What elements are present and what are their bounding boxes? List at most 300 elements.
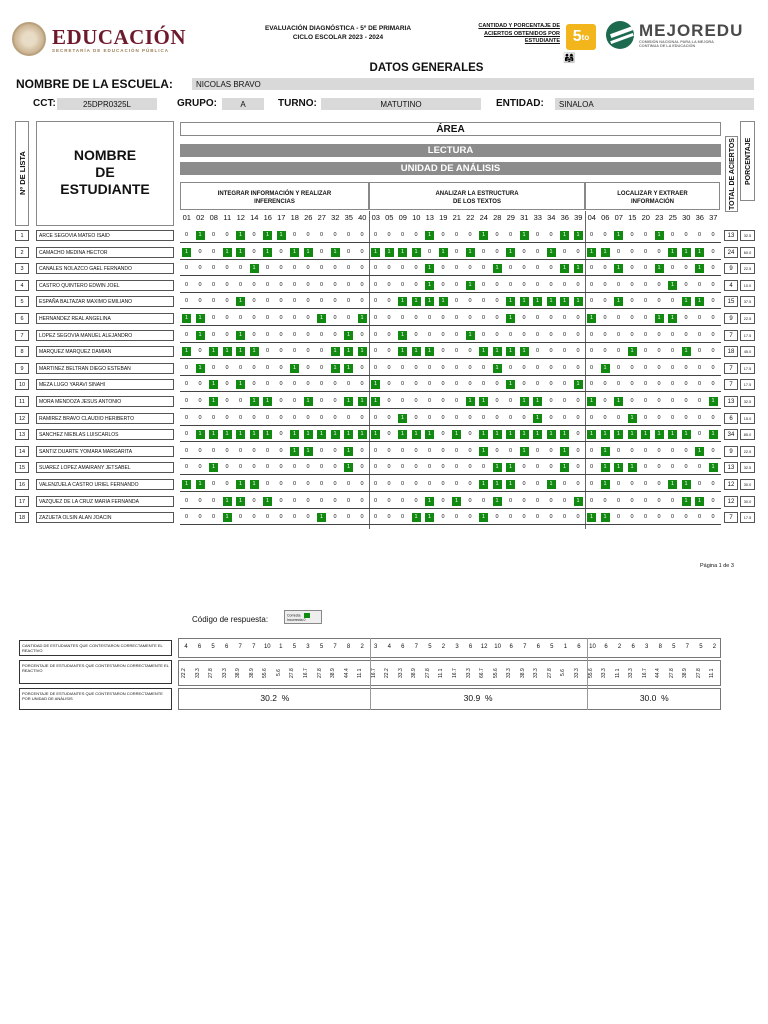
answer-cell: 0 bbox=[643, 414, 648, 421]
item-number: 04 bbox=[587, 213, 596, 222]
grade-number: 5 bbox=[572, 28, 582, 45]
correct-count: 7 bbox=[685, 644, 690, 650]
codigo-label: Código de respuesta: bbox=[192, 615, 269, 624]
answer-cell: 0 bbox=[454, 414, 459, 421]
answer-cell: 0 bbox=[292, 481, 297, 487]
answer-cell: 0 bbox=[481, 464, 486, 471]
answer-cell: 0 bbox=[603, 281, 607, 288]
educacion-logo bbox=[12, 22, 212, 56]
answer-cell: 0 bbox=[360, 298, 364, 305]
answer-cell: 0 bbox=[184, 298, 189, 305]
answer-cell: 1 bbox=[668, 480, 677, 489]
total-aciertos: 7 bbox=[724, 512, 738, 523]
answer-cell: 0 bbox=[468, 381, 472, 388]
answer-cell: 1 bbox=[304, 430, 313, 439]
answer-cell: 1 bbox=[223, 513, 232, 522]
answer-cell: 0 bbox=[562, 248, 567, 255]
answer-cell: 0 bbox=[603, 331, 607, 338]
answer-cell: 1 bbox=[628, 414, 637, 423]
answer-cell: 1 bbox=[209, 397, 218, 406]
answer-cell: 0 bbox=[360, 447, 364, 454]
total-aciertos: 9 bbox=[724, 446, 738, 457]
answer-cell: 1 bbox=[493, 430, 502, 439]
correct-count: 2 bbox=[441, 644, 446, 650]
correct-percent: 27.8 bbox=[668, 668, 675, 678]
answer-cell: 0 bbox=[279, 481, 283, 487]
answer-cell: 0 bbox=[211, 497, 216, 504]
answer-cell: 0 bbox=[225, 464, 229, 471]
answer-cell: 0 bbox=[495, 281, 499, 288]
answer-cell: 1 bbox=[628, 463, 637, 472]
answer-cell: 0 bbox=[265, 414, 270, 421]
total-aciertos: 7 bbox=[724, 379, 738, 390]
item-number: 37 bbox=[709, 213, 718, 222]
answer-cell: 0 bbox=[576, 348, 580, 355]
answer-cell: 1 bbox=[560, 447, 569, 456]
answer-cell: 0 bbox=[427, 464, 432, 471]
correct-count: 5 bbox=[550, 644, 554, 650]
answer-cell: 1 bbox=[425, 297, 434, 306]
answer-cell: 0 bbox=[711, 281, 715, 288]
answer-cell: 0 bbox=[508, 514, 513, 521]
answer-cell: 0 bbox=[252, 281, 256, 288]
answer-cell: 0 bbox=[184, 414, 189, 421]
answer-cell: 0 bbox=[711, 414, 715, 421]
student-percentage: 30.0 bbox=[740, 479, 755, 490]
row-divider bbox=[180, 375, 721, 376]
answer-cell: 1 bbox=[425, 264, 434, 273]
answer-cell: 0 bbox=[238, 447, 243, 454]
answer-cell: 0 bbox=[306, 348, 310, 355]
answer-cell: 0 bbox=[400, 364, 405, 371]
list-number: 3 bbox=[15, 263, 29, 274]
answer-cell: 1 bbox=[547, 248, 556, 257]
answer-cell: 0 bbox=[414, 281, 418, 288]
answer-cell: 1 bbox=[304, 447, 313, 456]
answer-cell: 0 bbox=[400, 315, 405, 321]
answer-cell: 0 bbox=[670, 464, 675, 471]
answer-cell: 0 bbox=[373, 414, 378, 421]
answer-cell: 0 bbox=[346, 248, 351, 255]
row-divider bbox=[180, 292, 721, 293]
answer-cell: 0 bbox=[414, 265, 418, 272]
answer-cell: 0 bbox=[414, 447, 418, 454]
answer-cell: 1 bbox=[290, 447, 299, 456]
answer-cell: 0 bbox=[427, 331, 432, 338]
answer-cell: 0 bbox=[630, 315, 634, 321]
answer-cell: 0 bbox=[508, 331, 513, 338]
answer-cell: 0 bbox=[198, 281, 202, 288]
answer-cell: 0 bbox=[306, 464, 310, 471]
answer-cell: 1 bbox=[196, 331, 205, 340]
answer-cell: 1 bbox=[574, 380, 583, 389]
answer-cell: 0 bbox=[225, 364, 229, 371]
answer-cell: 0 bbox=[630, 364, 634, 371]
answer-cell: 0 bbox=[346, 232, 351, 238]
mej-name: MEJOREDU bbox=[639, 20, 744, 40]
student-name: ZAZUETA OLSIN ALAN JOACIN bbox=[36, 512, 174, 523]
answer-cell: 0 bbox=[697, 281, 702, 288]
cantidad-link[interactable] bbox=[462, 23, 560, 46]
answer-cell: 1 bbox=[682, 297, 691, 306]
answer-cell: 0 bbox=[198, 298, 202, 305]
answer-cell: 0 bbox=[657, 381, 661, 388]
answer-cell: 0 bbox=[360, 497, 364, 504]
answer-cell: 1 bbox=[466, 331, 475, 340]
answer-cell: 1 bbox=[601, 430, 610, 439]
answer-cell: 0 bbox=[711, 315, 715, 321]
answer-cell: 0 bbox=[616, 497, 621, 504]
answer-cell: 0 bbox=[468, 315, 472, 321]
item-number: 26 bbox=[304, 213, 313, 222]
answer-cell: 0 bbox=[616, 281, 621, 288]
answer-cell: 0 bbox=[387, 364, 391, 371]
answer-cell: 1 bbox=[587, 314, 596, 323]
answer-cell: 0 bbox=[373, 281, 378, 288]
answer-cell: 1 bbox=[574, 497, 583, 506]
answer-cell: 1 bbox=[263, 397, 272, 406]
answer-cell: 0 bbox=[184, 364, 189, 371]
answer-cell: 0 bbox=[697, 464, 702, 471]
answer-cell: 1 bbox=[182, 314, 191, 323]
answer-cell: 0 bbox=[562, 281, 567, 288]
item-number: 03 bbox=[371, 213, 380, 222]
answer-cell: 0 bbox=[265, 298, 270, 305]
answer-cell: 0 bbox=[643, 381, 648, 388]
unit-percentage: 30.2 % bbox=[260, 693, 290, 703]
correct-percent: 33.3 bbox=[628, 668, 635, 678]
answer-cell: 0 bbox=[333, 331, 337, 338]
list-number: 1 bbox=[15, 230, 29, 241]
answer-cell: 1 bbox=[574, 297, 583, 306]
item-number: 06 bbox=[601, 213, 610, 222]
answer-cell: 1 bbox=[398, 347, 407, 356]
answer-cell: 0 bbox=[522, 248, 526, 255]
answer-cell: 0 bbox=[616, 481, 621, 487]
item-number: 08 bbox=[209, 213, 218, 222]
answer-cell: 0 bbox=[711, 331, 715, 338]
answer-cell: 0 bbox=[360, 381, 364, 388]
answer-cell: 1 bbox=[398, 248, 407, 257]
answer-cell: 0 bbox=[589, 348, 594, 355]
student-name: LOPEZ SEGOVIA MANUEL ALEJANDRO bbox=[36, 330, 174, 341]
answer-cell: 1 bbox=[236, 480, 245, 489]
answer-cell: 0 bbox=[643, 497, 648, 504]
answer-cell: 1 bbox=[520, 231, 529, 240]
total-aciertos: 4 bbox=[724, 280, 738, 291]
answer-cell: 0 bbox=[616, 248, 621, 255]
correct-count: 6 bbox=[224, 644, 229, 650]
total-aciertos: 9 bbox=[724, 263, 738, 274]
answer-cell: 0 bbox=[549, 514, 553, 521]
legend-incorrecta-value: 0 bbox=[303, 618, 306, 623]
answer-cell: 0 bbox=[549, 331, 553, 338]
answer-cell: 0 bbox=[333, 414, 337, 421]
answer-cell: 0 bbox=[711, 265, 715, 272]
nombre-escuela-label: NOMBRE DE LA ESCUELA: bbox=[16, 77, 173, 91]
answer-cell: 0 bbox=[346, 514, 351, 521]
correct-percent: 38.9 bbox=[682, 668, 689, 678]
answer-cell: 0 bbox=[279, 248, 283, 255]
answer-cell: 0 bbox=[373, 464, 378, 471]
answer-cell: 0 bbox=[333, 514, 337, 521]
student-name: ARCE SEGOVIA MATEO ISAID bbox=[36, 230, 174, 241]
answer-cell: 1 bbox=[358, 430, 367, 439]
nombre-header-3: ESTUDIANTE bbox=[60, 181, 150, 197]
total-aciertos: 24 bbox=[724, 247, 738, 258]
answer-cell: 0 bbox=[319, 497, 324, 504]
item-number: 36 bbox=[560, 213, 569, 222]
answer-cell: 0 bbox=[643, 364, 648, 371]
answer-cell: 0 bbox=[495, 248, 499, 255]
answer-cell: 1 bbox=[628, 430, 637, 439]
answer-cell: 0 bbox=[481, 364, 486, 371]
correct-count: 10 bbox=[589, 644, 596, 650]
answer-cell: 0 bbox=[535, 514, 540, 521]
answer-cell: 1 bbox=[425, 513, 434, 522]
answer-cell: 0 bbox=[468, 447, 472, 454]
answer-cell: 0 bbox=[670, 414, 675, 421]
answer-cell: 0 bbox=[387, 348, 391, 355]
answer-cell: 0 bbox=[198, 447, 202, 454]
answer-cell: 0 bbox=[265, 464, 270, 471]
answer-cell: 0 bbox=[414, 315, 418, 321]
student-name: CASTRO QUINTERO EDWIN JOEL bbox=[36, 280, 174, 291]
answer-cell: 0 bbox=[198, 248, 202, 255]
answer-cell: 0 bbox=[468, 481, 472, 487]
answer-cell: 1 bbox=[304, 248, 313, 257]
answer-cell: 0 bbox=[454, 464, 459, 471]
answer-cell: 0 bbox=[630, 331, 634, 338]
answer-cell: 1 bbox=[452, 430, 461, 439]
correct-count: 10 bbox=[494, 644, 501, 650]
answer-cell: 0 bbox=[481, 331, 486, 338]
answer-cell: 0 bbox=[387, 298, 391, 305]
answer-cell: 0 bbox=[184, 331, 189, 338]
item-number: 05 bbox=[385, 213, 394, 222]
student-name: MARTINEZ BELTRAN DIEGO ESTEBAN bbox=[36, 363, 174, 374]
answer-cell: 0 bbox=[603, 398, 607, 404]
correct-count: 1 bbox=[279, 644, 283, 650]
student-name: VAZQUEZ DE LA CRUZ MARIA FERNANDA bbox=[36, 496, 174, 507]
answer-cell: 0 bbox=[184, 265, 189, 272]
answer-cell: 0 bbox=[306, 497, 310, 504]
answer-cell: 0 bbox=[616, 447, 621, 454]
answer-cell: 0 bbox=[387, 497, 391, 504]
answer-cell: 0 bbox=[279, 514, 283, 521]
answer-cell: 0 bbox=[643, 464, 648, 471]
answer-cell: 0 bbox=[306, 364, 310, 371]
answer-cell: 0 bbox=[481, 497, 486, 504]
total-aciertos: 13 bbox=[724, 462, 738, 473]
item-number: 31 bbox=[520, 213, 529, 222]
answer-cell: 1 bbox=[331, 248, 340, 257]
item-number: 27 bbox=[317, 213, 326, 222]
total-aciertos: 7 bbox=[724, 330, 738, 341]
student-name: VALENZUELA CASTRO URIEL FERNANDO bbox=[36, 479, 174, 490]
answer-cell: 1 bbox=[628, 347, 637, 356]
answer-cell: 0 bbox=[373, 232, 378, 238]
answer-cell: 0 bbox=[522, 265, 526, 272]
answer-cell: 0 bbox=[292, 232, 297, 238]
item-number: 02 bbox=[196, 213, 205, 222]
codigo-legend bbox=[284, 610, 322, 624]
answer-cell: 0 bbox=[346, 497, 351, 504]
answer-cell: 0 bbox=[373, 447, 378, 454]
row-divider bbox=[180, 342, 721, 343]
answer-cell: 0 bbox=[657, 481, 661, 487]
correct-percent: 33.3 bbox=[506, 668, 513, 678]
cantidad-line-1: CANTIDAD Y PORCENTAJE DE bbox=[478, 23, 560, 29]
answer-cell: 0 bbox=[522, 414, 526, 421]
answer-cell: 1 bbox=[371, 397, 380, 406]
correct-percent: 33.3 bbox=[221, 668, 228, 678]
answer-cell: 0 bbox=[441, 281, 445, 288]
answer-cell: 0 bbox=[670, 232, 675, 238]
answer-cell: 0 bbox=[225, 381, 229, 388]
answer-cell: 0 bbox=[670, 348, 675, 355]
answer-cell: 1 bbox=[331, 430, 340, 439]
correct-percent: 44.4 bbox=[655, 668, 662, 678]
answer-cell: 0 bbox=[184, 398, 189, 404]
answer-cell: 0 bbox=[535, 232, 540, 238]
total-aciertos: 9 bbox=[724, 313, 738, 324]
student-name: SUAREZ LOPEZ AMAIRANY JETSABEL bbox=[36, 462, 174, 473]
answer-cell: 1 bbox=[520, 430, 529, 439]
answer-cell: 0 bbox=[292, 281, 297, 288]
answer-cell: 0 bbox=[643, 398, 648, 404]
answer-cell: 0 bbox=[265, 514, 270, 521]
answer-cell: 0 bbox=[211, 447, 216, 454]
item-number: 17 bbox=[277, 213, 286, 222]
answer-cell: 0 bbox=[562, 381, 567, 388]
answer-cell: 0 bbox=[387, 431, 391, 438]
answer-cell: 1 bbox=[236, 430, 245, 439]
answer-cell: 0 bbox=[576, 431, 580, 438]
correct-percent: 11.1 bbox=[357, 668, 364, 678]
answer-cell: 1 bbox=[371, 380, 380, 389]
answer-cell: 0 bbox=[589, 364, 594, 371]
answer-cell: 0 bbox=[522, 315, 526, 321]
answer-cell: 0 bbox=[535, 381, 540, 388]
answer-cell: 1 bbox=[520, 447, 529, 456]
answer-cell: 0 bbox=[346, 481, 351, 487]
answer-cell: 1 bbox=[250, 347, 259, 356]
answer-cell: 0 bbox=[211, 265, 216, 272]
list-number: 17 bbox=[15, 496, 29, 507]
row-divider bbox=[180, 441, 721, 442]
correct-count: 7 bbox=[238, 644, 242, 650]
nombre-header-2: DE bbox=[95, 164, 115, 180]
item-number: 39 bbox=[574, 213, 583, 222]
row-divider bbox=[180, 242, 721, 243]
correct-count: 12 bbox=[480, 644, 488, 650]
answer-cell: 0 bbox=[454, 281, 459, 288]
answer-cell: 0 bbox=[184, 497, 189, 504]
answer-cell: 0 bbox=[481, 315, 486, 321]
answer-cell: 0 bbox=[522, 331, 526, 338]
unit-name-line-1: ANALIZAR LA ESTRUCTURA bbox=[435, 191, 519, 197]
answer-cell: 0 bbox=[589, 331, 594, 338]
answer-cell: 1 bbox=[587, 430, 596, 439]
answer-cell: 0 bbox=[319, 414, 324, 421]
answer-cell: 0 bbox=[522, 514, 526, 521]
correct-count: 6 bbox=[631, 644, 635, 650]
answer-cell: 0 bbox=[711, 298, 715, 305]
answer-cell: 0 bbox=[265, 481, 270, 487]
answer-cell: 0 bbox=[549, 381, 553, 388]
unit-header-3 bbox=[585, 182, 720, 210]
answer-cell: 0 bbox=[468, 265, 472, 272]
answer-cell: 0 bbox=[697, 431, 702, 438]
correct-percent: 27.8 bbox=[424, 668, 431, 678]
answer-cell: 0 bbox=[387, 414, 391, 421]
answer-cell: 0 bbox=[495, 447, 499, 454]
answer-cell: 0 bbox=[508, 398, 513, 404]
answer-cell: 0 bbox=[319, 348, 324, 355]
answer-cell: 0 bbox=[630, 381, 634, 388]
answer-cell: 0 bbox=[184, 514, 189, 521]
answer-cell: 0 bbox=[643, 248, 648, 255]
answer-cell: 0 bbox=[346, 281, 351, 288]
row-divider bbox=[180, 358, 721, 359]
answer-cell: 0 bbox=[522, 364, 526, 371]
correct-percent: 27.8 bbox=[208, 668, 215, 678]
answer-cell: 0 bbox=[643, 265, 648, 272]
answer-cell: 0 bbox=[576, 281, 580, 288]
answer-cell: 0 bbox=[373, 497, 378, 504]
answer-cell: 0 bbox=[454, 298, 459, 305]
student-name: RAMIREZ BRAVO CLAUDIO HERIBERTO bbox=[36, 413, 174, 424]
answer-cell: 0 bbox=[441, 331, 445, 338]
answer-cell: 0 bbox=[684, 265, 688, 272]
answer-cell: 0 bbox=[684, 281, 688, 288]
answer-cell: 0 bbox=[454, 331, 459, 338]
answer-cell: 0 bbox=[549, 414, 553, 421]
answer-cell: 1 bbox=[682, 497, 691, 506]
row-divider bbox=[180, 524, 721, 525]
answer-cell: 0 bbox=[711, 232, 715, 238]
answer-cell: 0 bbox=[279, 265, 283, 272]
answer-cell: 0 bbox=[508, 364, 513, 371]
answer-cell: 1 bbox=[614, 430, 623, 439]
answer-cell: 0 bbox=[684, 331, 688, 338]
answer-cell: 0 bbox=[306, 315, 310, 321]
answer-cell: 0 bbox=[279, 381, 283, 388]
answer-cell: 0 bbox=[657, 281, 661, 288]
answer-cell: 0 bbox=[427, 315, 432, 321]
answer-cell: 0 bbox=[481, 298, 486, 305]
answer-cell: 0 bbox=[279, 364, 283, 371]
answer-cell: 1 bbox=[344, 463, 353, 472]
answer-cell: 0 bbox=[400, 232, 405, 238]
item-number: 01 bbox=[182, 213, 191, 222]
answer-cell: 0 bbox=[400, 514, 405, 521]
correct-percent: 27.8 bbox=[546, 668, 553, 678]
answer-cell: 0 bbox=[657, 331, 661, 338]
answer-cell: 0 bbox=[414, 481, 418, 487]
answer-cell: 0 bbox=[319, 248, 324, 255]
answer-cell: 0 bbox=[306, 232, 310, 238]
answer-cell: 0 bbox=[360, 464, 364, 471]
answer-cell: 1 bbox=[479, 347, 488, 356]
answer-cell: 0 bbox=[333, 315, 337, 321]
correct-count: 6 bbox=[468, 644, 473, 650]
answer-cell: 0 bbox=[549, 447, 553, 454]
answer-cell: 0 bbox=[603, 265, 607, 272]
answer-cell: 0 bbox=[670, 398, 675, 404]
answer-cell: 0 bbox=[427, 414, 432, 421]
